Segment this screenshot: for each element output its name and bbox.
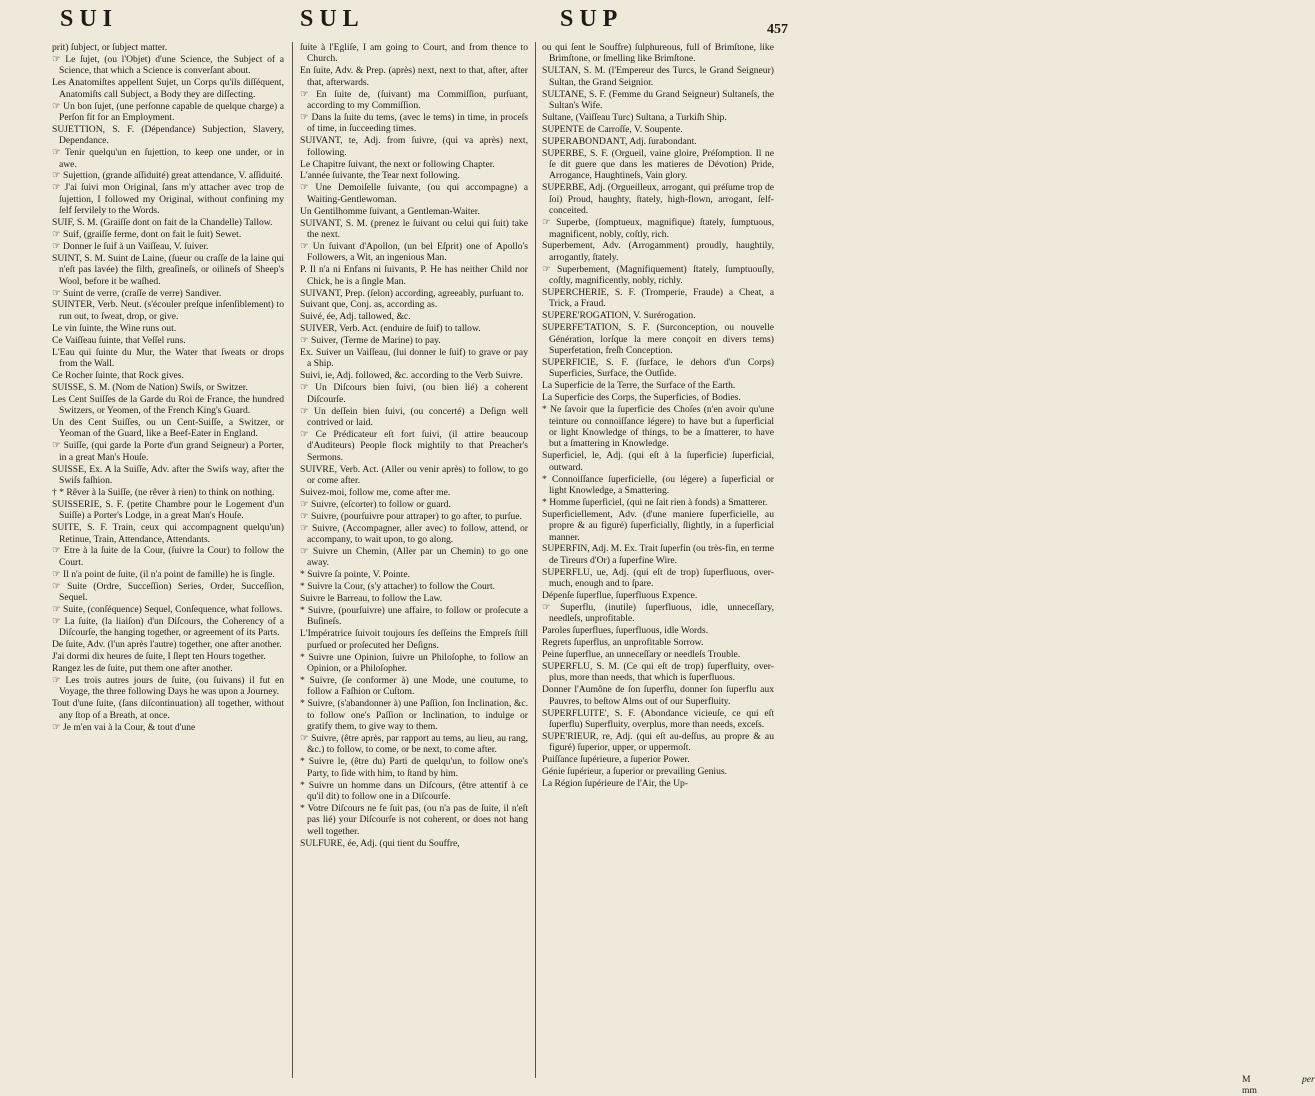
signature-mark: M mm [1242,1074,1257,1096]
dictionary-entry: * Suivre, (s'abandonner à) une Paſſion, ſon Inclination, &c. to follow one's Paſſion or Inclination, to indulge or gratify them, to give way to them. [300,698,528,733]
dictionary-entry: prit) ſubject, or ſubject matter. [52,42,168,53]
dictionary-entry: ☞ En ſuite de, (ſuivant) ma Commiſſion, purſuant, according to my Commiſſion. [300,88,528,112]
dictionary-entry: * Suivre, (ſe conformer à) une Mode, une coutume, to follow a Faſhion or Cuſtom. [300,674,528,698]
dictionary-entry: Un des Cent Suiſſes, ou un Cent-Suiſſe, a Switzer, or Yeoman of the Guard, like a Beef-Eater in England. [52,417,284,440]
dictionary-entry: Les Anatomiſtes appellent Sujet, un Corps qu'ils diſſéquent, Anatomiſts call Subject, a Body they are diſſecting. [52,77,284,100]
dictionary-entry: ☞ Une Demoiſelle ſuivante, (ou qui accompagne) a Waiting-Gentlewoman. [300,182,528,205]
dictionary-entry: L'Impératrice ſuivoit toujours ſes deſſeins the Empreſs ſtill purſued or proſecuted her Deſigns. [300,628,528,651]
dictionary-entry: SULFURE, ée, Adj. (qui tient du Souffre, [300,837,460,849]
dictionary-entry: SUIVER, Verb. Act. (enduire de ſuif) to tallow. [300,323,481,335]
dictionary-entry: La Région ſupérieure de l'Air, the Up- [542,778,688,790]
dictionary-entry: * Connoiſſance ſuperficielle, (ou légere) a ſuperficial or light Knowledge, a Smattering. [542,473,774,496]
dictionary-entry: ☞ Suivre, (pourſuivre pour attraper) to go after, to purſue. [300,510,522,522]
dictionary-entry: J'ai dormi dix heures de ſuite, I ſlept ten Hours together. [52,651,266,663]
dictionary-entry: Tout d'une ſuite, (ſans diſcontinuation) all together, without any ſtop of a Breath, at once. [52,698,284,721]
dictionary-entry: ☞ Suint de verre, (craſſe de verre) Sandiver. [52,287,222,299]
dictionary-entry: * Suivre ſa pointe, V. Pointe. [300,569,410,581]
dictionary-entry: Suivez-moi, follow me, come after me. [300,486,451,498]
dictionary-entry: ☞ Suivre, (eſcorter) to follow or guard. [300,498,451,510]
dictionary-entry: SUPERFICIE, S. F. (ſurface, le dehors d'un Corps) Superficies, Surface, the Outſide. [542,356,774,380]
dictionary-entry: * Votre Diſcours ne fe ſuit pas, (ou n'a pas de ſuite, il n'eſt pas lié) your Diſcourſe is not coherent, or does not hang well together. [300,802,528,837]
catchword: per [1302,1074,1315,1085]
dictionary-entry: † * Rêver à la Suiſſe, (ne rêver à rien) to think on nothing. [52,486,275,498]
dictionary-entry: ☞ Les trois autres jours de ſuite, (ou ſuivans) il fut en Voyage, the three following Days he was upon a Journey. [52,674,284,698]
dictionary-entry: Superficiellement, Adv. (d'une maniere ſuperficielle, au propre & au figuré) ſuperficially, ſlightly, in a ſuperficial manner. [542,508,774,543]
dictionary-entry: ☞ Tenir quelqu'un en ſujettion, to keep one under, or in awe. [52,147,284,170]
dictionary-entry: ☞ J'ai ſuivi mon Original, ſans m'y attacher avec trop de ſujettion, I followed my Original, without confining my ſelf ſervilely to the Words. [52,182,284,217]
dictionary-entry: SUPERBE, S. F. (Orgueil, vaine gloire, Préſomption. Il ne ſe dit guere que dans les matieres de Dévotion) Pride, Arrogance, Haughtineſs, Vain glory. [542,147,774,182]
dictionary-entry: Ce Rocher ſuinte, that Rock gives. [52,369,184,381]
dictionary-entry: ☞ Superbe, (ſomptueux, magnifique) ſtately, ſumptuous, magnificent, nobly, coſtly, rich. [542,217,774,240]
dictionary-entry: ☞ Suivre un Chemin, (Aller par un Chemin) to go one away. [300,545,528,569]
dictionary-entry: SUPERE'ROGATION, V. Surérogation. [542,310,696,322]
dictionary-entry: SUISSE, S. M. (Nom de Nation) Swiſs, or Switzer. [52,381,248,393]
dictionary-entry: ☞ Un deſſein bien ſuivi, (ou concerté) a Deſign well contrived or laid. [300,405,528,428]
dictionary-entry: SULTANE, S. F. (Femme du Grand Seigneur) Sultaneſs, the Sultan's Wife. [542,88,774,112]
column-middle [300,42,528,1078]
dictionary-entry: ☞ Suif, (graiſſe ferme, dont on fait le ſuit) Sewet. [52,229,242,240]
dictionary-entry: Regrets ſuperflus, an unprofitable Sorrow. [542,637,704,649]
dictionary-entry: * Homme ſuperficiel, (qui ne ſait rien à fonds) a Smatterer. [542,496,768,508]
column-right [542,42,774,1078]
dictionary-entry: ſuite à l'Egliſe, I am going to Court, and from thence to Church. [300,42,528,65]
dictionary-entry: ☞ Suite, (conſéquence) Sequel, Conſequence, what follows. [52,604,283,615]
dictionary-entry: ☞ Dans la ſuite du tems, (avec le tems) in time, in proceſs of time, in ſucceeding times. [300,111,528,135]
dictionary-entry: ☞ Etre à la ſuite de la Cour, (ſuivre la Cour) to follow the Court. [52,545,284,568]
dictionary-entry: Donner l'Aumône de ſon ſuperflu, donner ſon ſuperflu aux Pauvres, to beſtow Alms out of our Superfluity. [542,684,774,707]
dictionary-entry: De ſuite, Adv. (l'un après l'autre) together, one after another. [52,639,282,651]
dictionary-entry: ☞ Un bon ſujet, (une perſonne capable de quelque charge) a Perſon fit for an Employment. [52,100,284,123]
dictionary-entry: ☞ Il n'a point de ſuite, (il n'a point de famille) he is ſingle. [52,568,275,580]
dictionary-entry: SUPERFLUITE', S. F. (Abondance vicieuſe, ce qui eſt ſuperflu) Superfluity, overplus, more than needs, exceſs. [542,707,774,731]
dictionary-entry: ☞ Superflu, (inutile) ſuperfluous, idle, unneceſſary, needleſs, unprofitable. [542,602,774,625]
dictionary-entry: SUITE, S. F. Train, ceux qui accompagnent quelqu'un) Retinue, Train, Attendance, Attendants. [52,522,284,545]
dictionary-entry: L'année ſuivante, the Tear next following. [300,170,460,182]
dictionary-entry: * Ne ſavoir que la ſuperficie des Choſes (n'en avoir qu'une teinture ou connoiſſance légere) to have but a ſuperficial or light Knowledge of things, to be a ſmatterer, to have but a ſmattering in Knowledge. [542,404,774,450]
dictionary-entry: Suivre le Barreau, to follow the Law. [300,593,443,605]
dictionary-entry: ☞ Je m'en vai à la Cour, & tout d'une [52,721,196,733]
dictionary-entry: ☞ Suivre, (être après, par rapport au tems, au lieu, au rang, &c.) to follow, to come, or be next, to come after. [300,732,528,756]
dictionary-entry: SUIVANT, Prep. (ſelon) according, agreeably, purſuant to. [300,287,524,299]
dictionary-entry: ☞ Suivre, (Accompagner, aller avec) to follow, attend, or accompany, to wait upon, to go along. [300,522,528,546]
dictionary-entry: SUIVANT, S. M. (prenez le ſuivant ou celui qui ſuit) take the next. [300,217,528,240]
dictionary-entry: ☞ La ſuite, (la liaiſon) d'un Diſcours, the Coherency of a Diſcourſe, the hanging together, or agreement of its Parts. [52,615,284,639]
dictionary-entry: SULTAN, S. M. (l'Empereur des Turcs, le Grand Seigneur) Sultan, the Grand Seignior. [542,65,774,88]
dictionary-entry: La Superficie de la Terre, the Surface of the Earth. [542,380,736,392]
dictionary-entry: Rangez les de ſuite, put them one after another. [52,663,233,675]
dictionary-entry: Suivant que, Conj. as, according as. [300,299,438,311]
dictionary-entry: * Suivre le, (être du) Parti de quelqu'un, to follow one's Party, to ſide with him, to ſtand by him. [300,756,528,779]
dictionary-entry: ☞ Suite (Ordre, Succeſſion) Series, Order, Succeſſion, Sequel. [52,580,284,604]
dictionary-entry: Superbement, Adv. (Arrogamment) proudly, haughtily, arrogantly, ſtately. [542,240,774,263]
dictionary-entry: Sultane, (Vaiſſeau Turc) Sultana, a Turkiſh Ship. [542,111,727,123]
dictionary-entry: SUIVANT, te, Adj. from ſuivre, (qui va après) next, following. [300,135,528,158]
dictionary-entry: SUPERFIN, Adj. M. Ex. Trait ſuperfin (ou très-fin, en terme de Tireurs d'Or) a ſuperfine Wire. [542,543,774,566]
dictionary-entry: Le Chapitre ſuivant, the next or following Chapter. [300,158,495,170]
dictionary-entry: ☞ Sujettion, (grande aſſiduité) great attendance, V. aſſiduité. [52,170,283,182]
dictionary-entry: Superficiel, le, Adj. (qui eſt à la ſuperficie) ſuperficial, outward. [542,450,774,473]
column-divider [535,42,536,1078]
running-head-right: SUP [560,6,624,32]
dictionary-entry: En ſuite, Adv. & Prep. (après) next, next to that, after, after that, afterwards. [300,65,528,88]
dictionary-entry: SUISSE, Ex. A la Suiſſe, Adv. after the Swiſs way, after the Swiſs faſhion. [52,463,284,487]
dictionary-entry: Le vin ſuinte, the Wine runs out. [52,322,177,334]
running-head-left: SUI [60,6,119,32]
dictionary-entry: Un Gentilhomme ſuivant, a Gentleman-Waiter. [300,205,480,217]
dictionary-entry: Génie ſupérieur, a ſuperior or prevailing Genius. [542,766,728,778]
dictionary-entry: SUPE'RIEUR, re, Adj. (qui eſt au-deſſus, au propre & au figuré) ſuperior, upper, or uppermoſt. [542,730,774,754]
dictionary-entry: ☞ Ce Prédicateur eſt fort ſuivi, (il attire beaucoup d'Auditeurs) People flock mightily to that Preacher's Sermons. [300,428,528,463]
dictionary-entry: ☞ Le ſujet, (ou l'Objet) d'une Science, the Subject of a Science, that which a Science is converſant about. [52,53,284,77]
dictionary-entry: Ex. Suiver un Vaiſſeau, (lui donner le ſuif) to grave or pay a Ship. [300,347,528,370]
dictionary-entry: SUPERFLU, S. M. (Ce qui eſt de trop) ſuperfluity, over-plus, more than needs, that which is ſuperfluous. [542,661,774,684]
dictionary-entry: P. Il n'a ni Enfans ni ſuivants, P. He has neither Child nor Chick, he is a ſingle Man. [300,264,528,287]
dictionary-entry: L'Eau qui ſuinte du Mur, the Water that ſweats or drops from the Wall. [52,346,284,369]
dictionary-entry: ☞ Superbement, (Magnifiquement) ſtately, ſumptuouſly, coſtly, magnificently, nobly, richly. [542,263,774,287]
dictionary-entry: SUINTER, Verb. Neut. (s'écouler preſque inſenſiblement) to run out, to ſweat, drop, or give. [52,299,284,322]
dictionary-entry: SUPERFE'TATION, S. F. (Surconception, ou nouvelle Génération, lorſque la mere conçoit en divers tems) Superfetation, freſh Conception. [542,322,774,357]
dictionary-entry: Peine ſuperflue, an unneceſſary or needleſs Trouble. [542,649,741,661]
dictionary-entry: SUPERABONDANT, Adj. ſurabondant. [542,135,697,147]
dictionary-entry: Les Cent Suiſſes de la Garde du Roi de France, the hundred Switzers, or Yeomen, of the French King's Guard. [52,393,284,417]
dictionary-entry: ☞ Donner le ſuif à un Vaiſſeau, V. ſuiver. [52,240,209,252]
dictionary-entry: SUPERFLU, ue, Adj. (qui eſt de trop) ſuperfluous, over-much, enough and to ſpare. [542,566,774,590]
dictionary-entry: Ce Vaiſſeau ſuinte, that Veſſel runs. [52,334,186,346]
dictionary-entry: Dépenſe ſuperflue, ſuperfluous Expence. [542,590,698,602]
dictionary-entry: * Suivre, (pourſuivre) une affaire, to follow or proſecute a Buſineſs. [300,605,528,628]
dictionary-entry: SUINT, S. M. Suint de Laine, (ſueur ou craſſe de la laine qui n'eſt pas lavée) the filth, greaſineſs, or oilineſs of Sheep's Wool, before it be waſhed. [52,252,284,287]
dictionary-entry: SUJETTION, S. F. (Dépendance) Subjection, Slavery, Dependance. [52,123,284,147]
dictionary-entry: Suivé, ée, Adj. tallowed, &c. [300,311,411,323]
dictionary-entry: ou qui ſent le Souffre) ſulphureous, full of Brimſtone, like Brimſtone, or ſmelling like Brimſtone. [542,42,774,65]
dictionary-entry: SUPENTE de Carroſſe, V. Soupente. [542,123,683,135]
dictionary-entry: ☞ Un ſuivant d'Apollon, (un bel Eſprit) one of Apollo's Followers, a Wit, an ingenious Man. [300,240,528,264]
dictionary-entry: SUIVRE, Verb. Act. (Aller ou venir après) to follow, to go or come after. [300,463,528,487]
running-head-center: SUL [300,6,365,32]
dictionary-entry: Paroles ſuperflues, ſuperfluous, idle Words. [542,625,709,637]
dictionary-entry: Puiſſance ſupérieure, a ſuperior Power. [542,754,690,766]
column-left [52,42,284,1078]
dictionary-entry: ☞ Suiſſe, (qui garde la Porte d'un grand Seigneur) a Porter, in a great Man's Houſe. [52,440,284,463]
dictionary-entry: SUPERBE, Adj. (Orgueilleux, arrogant, qui préſume trop de ſoi) Proud, haughty, ſtately, high-flown, arrogant, ſelf-conceited. [542,182,774,217]
page-number: 457 [767,22,788,37]
dictionary-entry: * Suivre la Cour, (s'y attacher) to follow the Court. [300,581,496,593]
dictionary-entry: * Suivre un homme dans un Diſcours, (être attentif à ce qu'il dit) to follow one in a Diſcourſe. [300,779,528,802]
dictionary-entry: ☞ Un Diſcours bien ſuivi, (ou bien lié) a coherent Diſcourſe. [300,382,528,405]
dictionary-entry: SUISSERIE, S. F. (petite Chambre pour le Logement d'un Suiſſe) a Porter's Lodge, in a great Man's Houſe. [52,498,284,522]
dictionary-entry: * Suivre une Opinion, ſuivre un Philoſophe, to follow an Opinion, or a Philoſopher. [300,651,528,675]
column-divider [292,42,293,1078]
dictionary-entry: SUIF, S. M. (Graiſſe dont on fait de la Chandelle) Tallow. [52,217,273,229]
dictionary-entry: Suivi, ie, Adj. followed, &c. according to the Verb Suivre. [300,370,523,382]
dictionary-entry: SUPERCHERIE, S. F. (Tromperie, Fraude) a Cheat, a Trick, a Fraud. [542,287,774,310]
dictionary-entry: ☞ Suiver, (Terme de Marine) to pay. [300,335,441,347]
dictionary-entry: La Superficie des Corps, the Superficies, of Bodies. [542,392,741,404]
